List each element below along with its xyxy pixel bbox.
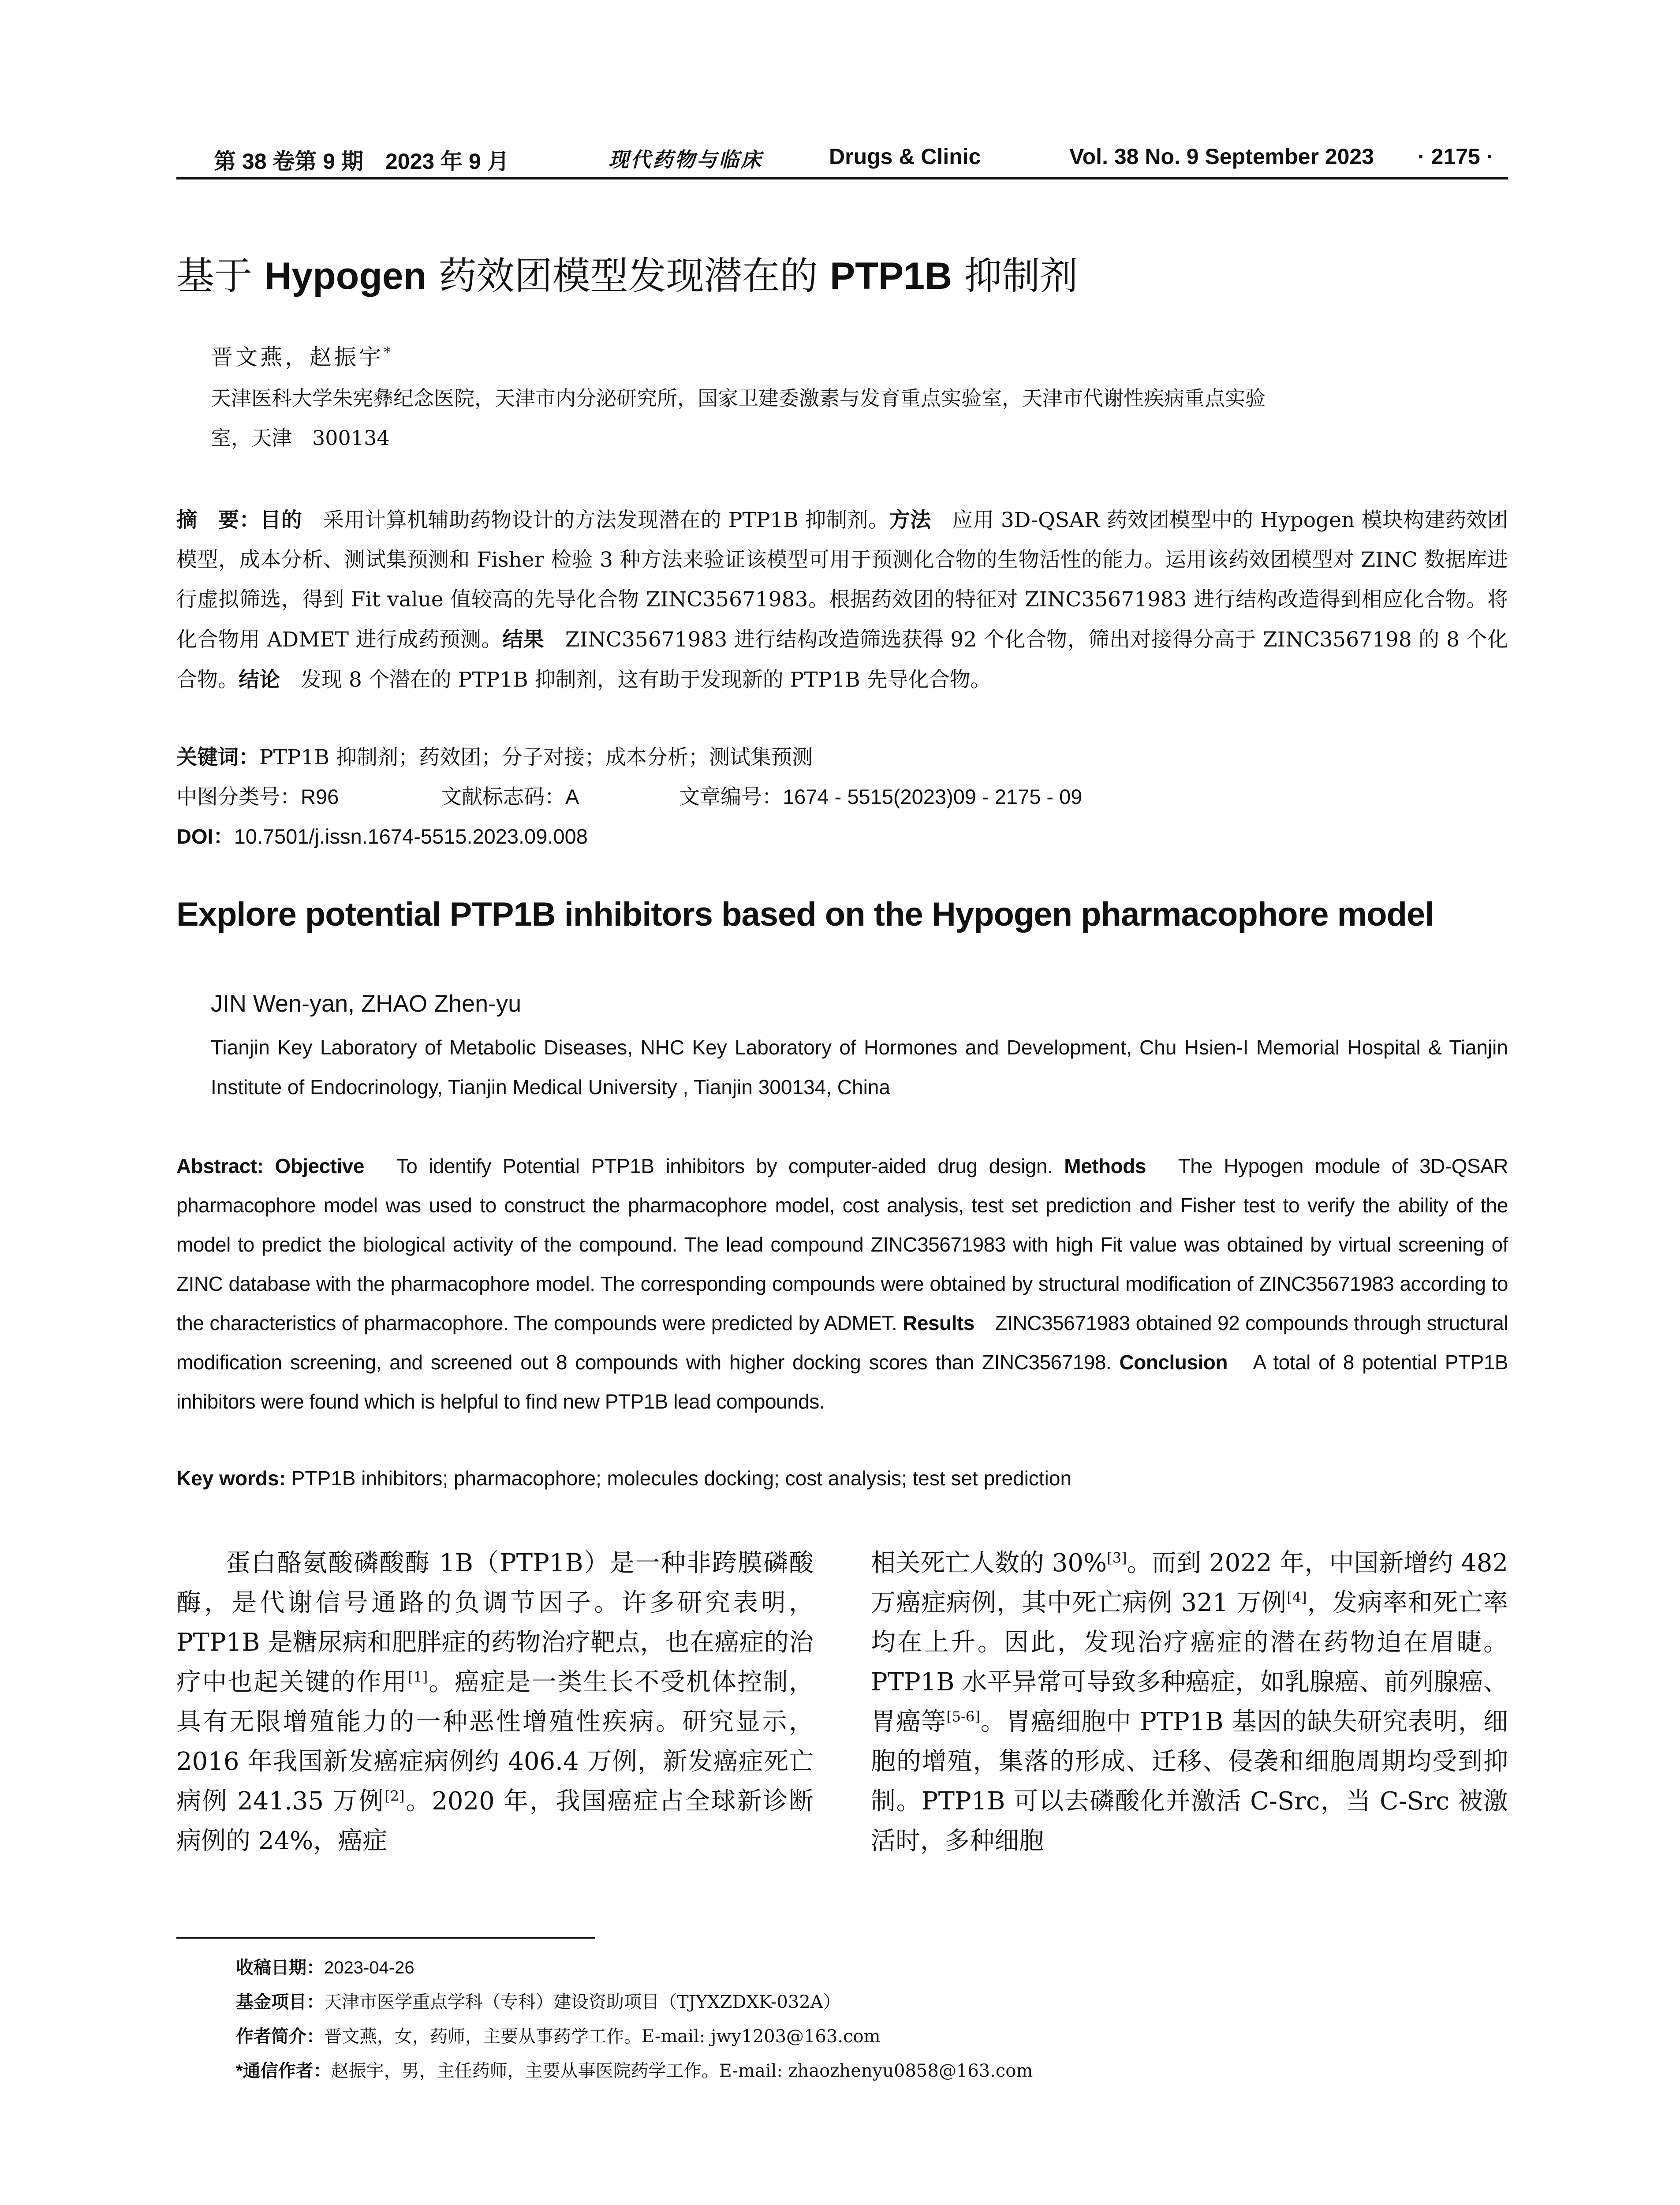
conclusion-en: A total of 8 potential PTP1B inhibitors were found which is helpful to find new PTP1B lead compounds. <box>176 1351 1508 1413</box>
header-rule <box>176 177 1508 179</box>
title-cn-part: 基于 <box>176 254 265 298</box>
affiliation-cn-line: 室，天津 300134 <box>211 426 390 450</box>
citation-ref[interactable]: [1] <box>407 1668 428 1686</box>
doc-code-label: 文献标志码： <box>441 785 565 809</box>
body-text: 。2020 年，我国癌症占全球新诊断病例的 24%，癌症 <box>176 1787 814 1855</box>
results-en: ZINC35671983 obtained 92 compounds through structural modification screening, and screened out 8 compounds with higher docking scores than ZINC3567198. <box>176 1312 1508 1374</box>
doc-code-value: A <box>565 785 579 808</box>
footnote-rule <box>176 1937 595 1939</box>
citation-ref[interactable]: [2] <box>385 1787 405 1805</box>
keywords-en <box>176 1466 1071 1490</box>
objective-en: To identify Potential PTP1B inhibitors by computer-aided drug design. <box>364 1155 1053 1177</box>
footnote-value: 2023-04-26 <box>324 1958 414 1977</box>
methods-label-cn: 方法 <box>889 508 931 531</box>
footnote-value: 赵振宇，男，主任药师，主要从事医院药学工作。E-mail: zhaozhenyu0858@163.com <box>331 2061 1033 2081</box>
body-text: 。胃癌细胞中 PTP1B 基因的缺失研究表明，细胞的增殖，集落的形成、迁移、侵袭和细胞周期均受到抑制。PTP1B 可以去磷酸化并激活 C-Src，当 C-Src 被激活时，多种细胞 <box>871 1708 1508 1855</box>
header-page-number: · 2175 · <box>1418 144 1494 169</box>
results-label-cn: 结果 <box>502 628 545 651</box>
methods-label-en: Methods <box>1064 1155 1146 1177</box>
results-label-en: Results <box>903 1312 974 1334</box>
article-number-label: 文章编号： <box>679 785 783 809</box>
footnote-fund <box>236 1988 841 2013</box>
footnote-author <box>236 2022 881 2048</box>
results-cn: ZINC35671983 进行结构改造筛选获得 92 个化合物，筛出对接得分高于 ZINC3567198 的 8 个化合物。 <box>176 628 1508 692</box>
authors-cn-names: 晋文燕，赵振宇 <box>211 344 384 370</box>
citation-ref[interactable]: [4] <box>1287 1589 1307 1606</box>
clc-label: 中图分类号： <box>176 785 301 809</box>
authors-en: JIN Wen-yan, ZHAO Zhen-yu <box>211 990 522 1017</box>
footnote-label: *通信作者： <box>236 2061 331 2081</box>
conclusion-label-cn: 结论 <box>239 668 280 691</box>
footnote-corresponding <box>236 2057 1033 2082</box>
footnote-value: 晋文燕，女，药师，主要从事药学工作。E-mail: jwy1203@163.com <box>324 2026 881 2047</box>
running-header <box>176 140 1508 176</box>
footnote-label: 收稿日期： <box>236 1958 324 1977</box>
keywords-cn-label: 关键词： <box>176 745 259 769</box>
corresponding-mark: * <box>384 344 393 361</box>
abstract-en <box>176 1147 1508 1421</box>
header-journal-cn: 现代药物与临床 <box>609 148 763 172</box>
title-en: Explore potential PTP1B inhibitors based on the Hypogen pharmacophore model <box>176 896 1434 933</box>
footnote-label: 作者简介： <box>236 2027 324 2046</box>
header-issue-en: Vol. 38 No. 9 September 2023 <box>1069 144 1374 169</box>
title-cn-part: Hypogen <box>264 255 427 297</box>
affiliation-cn-line: 天津医科大学朱宪彝纪念医院，天津市内分泌研究所，国家卫建委激素与发育重点实验室，天津市代谢性疾病重点实验 <box>211 386 1266 410</box>
header-journal-en: Drugs & Clinic <box>829 144 981 169</box>
abstract-en-label: Abstract: <box>176 1155 264 1177</box>
title-cn-part: 抑制剂 <box>952 254 1078 298</box>
affiliation-cn <box>211 378 1508 458</box>
methods-cn: 应用 3D-QSAR 药效团模型中的 Hypogen 模块构建药效团模型，成本分析、测试集预测和 Fisher 检验 3 种方法来验证该模型可用于预测化合物的生物活性的能力。运用该药效团模型对 ZINC 数据库进行虚拟筛选，得到 Fit value 值较高的先导化合物 ZINC35671983。根据药效团的特征对 ZINC35671983 进行结构改造得到相应化合物。将化合物用 ADMET 进行成药预测。 <box>176 508 1508 652</box>
clc-value: R96 <box>301 785 339 808</box>
citation-ref[interactable]: [5-6] <box>946 1708 980 1725</box>
body-column-left <box>176 1544 814 1861</box>
body-text: 。而到 2022 年，中国新增约 482 万癌症病例，其中死亡病例 321 万例 <box>871 1549 1508 1617</box>
keywords-en-label: Key words: <box>176 1467 286 1490</box>
body-text: 蛋白酪氨酸磷酸酶 1B（PTP1B）是一种非跨膜磷酸酶，是代谢信号通路的负调节因子。许多研究表明，PTP1B 是糖尿病和肥胖症的药物治疗靶点，也在癌症的治疗中也起关键的作用 <box>176 1549 814 1697</box>
footnote-value: 天津市医学重点学科（专科）建设资助项目（TJYXZDXK-032A） <box>324 1992 841 2012</box>
body-text: ，发病率和死亡率均在上升。因此，发现治疗癌症的潜在药物迫在眉睫。PTP1B 水平异常可导致多种癌症，如乳腺癌、前列腺癌、胃癌等 <box>871 1588 1508 1736</box>
body-text: 相关死亡人数的 30% <box>871 1549 1107 1577</box>
footnote-label: 基金项目： <box>236 1992 324 2012</box>
abstract-cn-label: 摘 要： <box>176 508 261 531</box>
conclusion-label-en: Conclusion <box>1119 1351 1228 1374</box>
doc-code <box>441 781 579 810</box>
article-number <box>679 781 1082 810</box>
authors-cn <box>211 340 393 371</box>
abstract-cn <box>176 500 1508 700</box>
keywords-cn-text: PTP1B 抑制剂；药效团；分子对接；成本分析；测试集预测 <box>259 745 813 770</box>
methods-en: The Hypogen module of 3D-QSAR pharmacophore model was used to construct the pharmacophore model, cost analysis, test set prediction and Fisher test to verify the ability of the model to predict the biological activity of the compound. The lead compound ZINC35671983 with high Fit value was obtained by virtual screening of ZINC database with the pharmacophore model. The corresponding compounds were obtained by structural modification of ZINC35671983 according to the characteristics of pharmacophore. The compounds were predicted by ADMET. <box>176 1155 1508 1334</box>
objective-cn: 采用计算机辅助药物设计的方法发现潜在的 PTP1B 抑制剂。 <box>302 508 889 532</box>
doi <box>176 820 588 850</box>
article-number-value: 1674 - 5515(2023)09 - 2175 - 09 <box>783 785 1083 808</box>
objective-label-en: Objective <box>275 1155 364 1177</box>
body-column-right <box>871 1544 1508 1861</box>
title-cn-part: 药效团模型发现潜在的 <box>426 254 830 298</box>
title-cn-part: PTP1B <box>829 255 952 297</box>
header-issue-cn: 第 38 卷第 9 期 2023 年 9 月 <box>214 149 509 174</box>
affiliation-en: Tianjin Key Laboratory of Metabolic Diseases, NHC Key Laboratory of Hormones and Development, Chu Hsien-I Memorial Hospital & Tianjin Institute of Endocrinology, Tianjin Medical University , Tianjin 300134, China <box>211 1036 1508 1099</box>
body-text: 。癌症是一类生长不受机体控制，具有无限增殖能力的一种恶性增殖性疾病。研究显示，2016 年我国新发癌症病例约 406.4 万例，新发癌症死亡病例 241.35 万例 <box>176 1668 814 1816</box>
objective-label-cn: 目的 <box>260 508 302 531</box>
conclusion-cn: 发现 8 个潜在的 PTP1B 抑制剂，这有助于发现新的 PTP1B 先导化合物。 <box>280 668 991 692</box>
title-cn <box>176 245 1078 300</box>
footnote-received <box>236 1954 414 1979</box>
keywords-en-text: PTP1B inhibitors; pharmacophore; molecules docking; cost analysis; test set prediction <box>285 1467 1072 1490</box>
clc <box>176 781 339 810</box>
doi-label: DOI： <box>176 825 234 848</box>
doi-value[interactable]: 10.7501/j.issn.1674-5515.2023.09.008 <box>234 825 588 848</box>
keywords-cn <box>176 741 813 770</box>
citation-ref[interactable]: [3] <box>1107 1549 1127 1566</box>
